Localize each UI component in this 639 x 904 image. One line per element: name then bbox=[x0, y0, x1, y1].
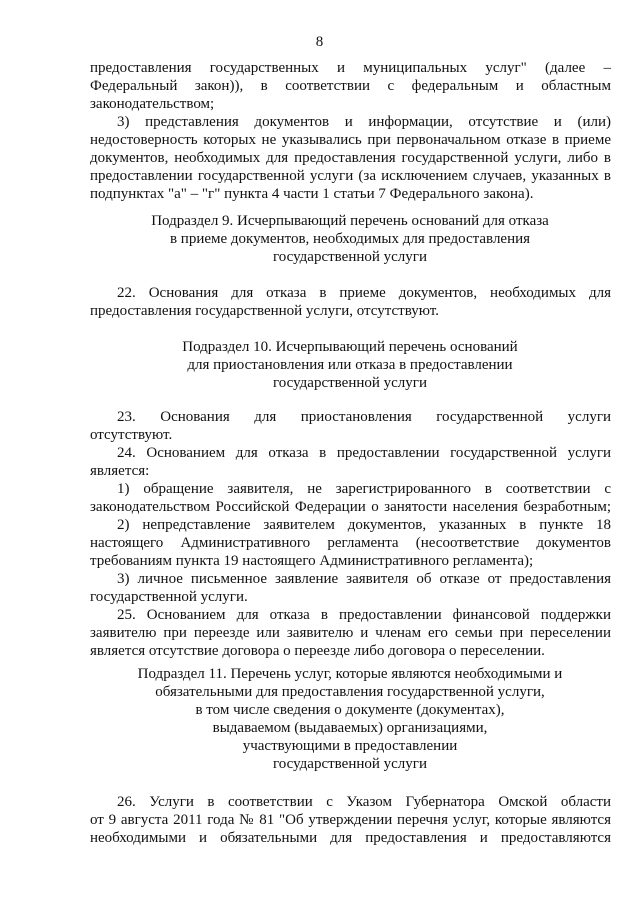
text-line: предоставления государственной услуги, отсутствуют. bbox=[90, 303, 439, 319]
text-line: является отсутствие договора о переезде либо договора о переселении. bbox=[90, 643, 545, 659]
text-line: 22. Основания для отказа в приеме документов, необходимых для bbox=[117, 285, 611, 301]
text-line: необходимыми и обязательными для предоставления и предоставляются bbox=[90, 830, 611, 846]
text-line: отсутствуют. bbox=[90, 427, 173, 443]
text-line: 24. Основанием для отказа в предоставлении государственной услуги bbox=[117, 445, 611, 461]
text-line: требованиям пункта 19 настоящего Административного регламента); bbox=[90, 553, 534, 569]
heading-line: Подраздел 11. Перечень услуг, которые являются необходимыми и bbox=[137, 666, 563, 682]
heading-line: государственной услуги bbox=[273, 375, 427, 391]
text-line: недостоверность которых не указывались при первоначальном отказе в приеме bbox=[90, 132, 611, 148]
heading-line: участвующими в предоставлении bbox=[242, 738, 458, 754]
text-line: заявителю при переезде или заявителю и членам его семьи при переселении bbox=[90, 625, 611, 641]
text-line: государственной услуги. bbox=[90, 589, 248, 605]
text-line: подпунктах "а" – "г" пункта 4 части 1 статьи 7 Федерального закона). bbox=[90, 186, 534, 202]
text-line: законодательством; bbox=[90, 96, 215, 112]
heading-line: Подраздел 10. Исчерпывающий перечень оснований bbox=[182, 339, 518, 355]
text-line: настоящего Административного регламента (несоответствие документов bbox=[90, 535, 611, 551]
text-line: документов, необходимых для предоставления государственной услуги, либо в bbox=[90, 150, 611, 166]
heading-line: в приеме документов, необходимых для предоставления bbox=[169, 231, 531, 247]
text-line: 23. Основания для приостановления государственной услуги bbox=[117, 409, 611, 425]
text-line: законодательством Российской Федерации о занятости населения безработным; bbox=[90, 499, 611, 515]
text-line: от 9 августа 2011 года № 81 "Об утверждении перечня услуг, которые являются bbox=[90, 812, 611, 828]
heading-line: обязательными для предоставления государственной услуги, bbox=[155, 684, 545, 700]
heading-line: Подраздел 9. Исчерпывающий перечень оснований для отказа bbox=[151, 213, 549, 229]
text-line: 2) непредставление заявителем документов, указанных в пункте 18 bbox=[117, 517, 611, 533]
heading-line: в том числе сведения о документе (документах), bbox=[195, 702, 505, 718]
text-line: 3) представления документов и информации, отсутствие и (или) bbox=[117, 114, 611, 130]
text-line: 25. Основанием для отказа в предоставлении финансовой поддержки bbox=[117, 607, 611, 623]
text-line: предоставлении государственной услуги (за исключением случаев, указанных в bbox=[90, 168, 611, 184]
text-line: 1) обращение заявителя, не зарегистрированного в соответствии с bbox=[117, 481, 611, 497]
heading-line: для приостановления или отказа в предоставлении bbox=[187, 357, 513, 373]
text-line: Федеральный закон)), в соответствии с федеральным и областным bbox=[90, 78, 611, 94]
heading-line: государственной услуги bbox=[273, 249, 427, 265]
text-line: 26. Услуги в соответствии с Указом Губернатора Омской области bbox=[117, 794, 611, 810]
text-line: является: bbox=[90, 463, 150, 479]
heading-line: государственной услуги bbox=[273, 756, 427, 772]
heading-line: выдаваемом (выдаваемых) организациями, bbox=[212, 720, 488, 736]
text-line: 3) личное письменное заявление заявителя об отказе от предоставления bbox=[117, 571, 611, 587]
text-line: предоставления государственных и муниципальных услуг" (далее – bbox=[90, 60, 611, 76]
page-number: 8 bbox=[315, 34, 324, 50]
